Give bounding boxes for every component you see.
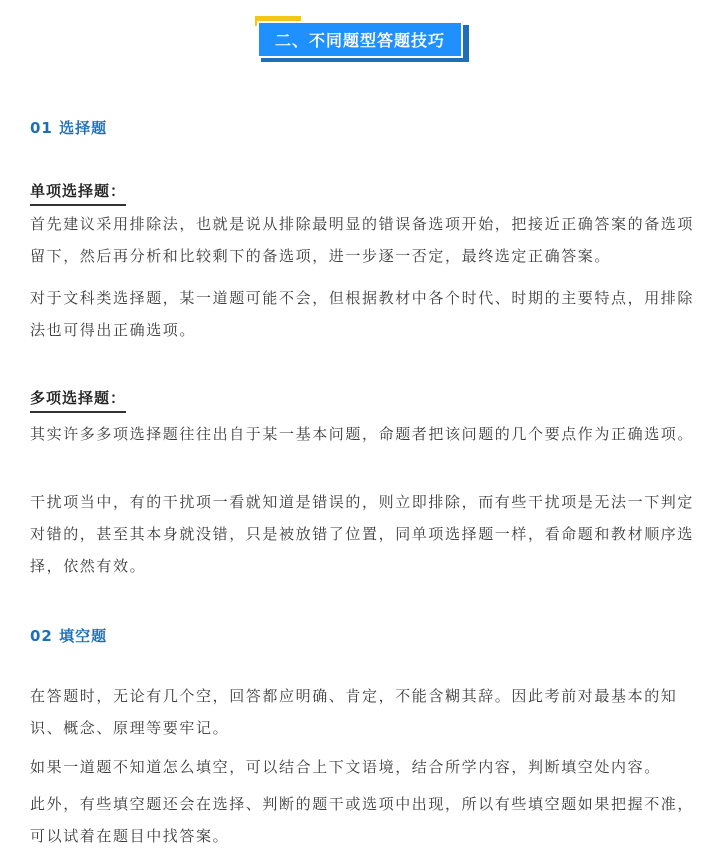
subheading-single-choice: 单项选择题： [30, 180, 126, 206]
paragraph-fill-1: 在答题时，无论有几个空，回答都应明确、肯定，不能含糊其辞。因此考前对最基本的知识、概念、原理等要牢记。 [30, 687, 678, 737]
paragraph-multi-2: 干扰项当中，有的干扰项一看就知道是错误的，则立即排除，而有些干扰项是无法一下判定对错的，甚至其本身就没错，只是被放错了位置，同单项选择题一样，看命题和教材顺序选择，依然有效。 [30, 493, 695, 575]
paragraph-single-2: 对于文科类选择题，某一道题可能不会，但根据教材中各个时代、时期的主要特点，用排除法也可得出正确选项。 [30, 289, 695, 339]
section-heading-choice: 01 选择题 [30, 119, 108, 137]
page-title: 二、不同题型答题技巧 [257, 21, 463, 58]
paragraph-fill-3: 此外，有些填空题还会在选择、判断的题干或选项中出现，所以有些填空题如果把握不准，可以试着在题目中找答案。 [30, 795, 695, 845]
subheading-multi-choice: 多项选择题： [30, 387, 126, 413]
section-title-badge [255, 16, 469, 62]
paragraph-multi-1: 其实许多多项选择题往往出自于某一基本问题，命题者把该问题的几个要点作为正确选项。 [30, 425, 695, 443]
section-heading-fill: 02 填空题 [30, 627, 108, 645]
paragraph-single-1: 首先建议采用排除法，也就是说从排除最明显的错误备选项开始，把接近正确答案的备选项留下，然后再分析和比较剩下的备选项，进一步逐一否定，最终选定正确答案。 [30, 215, 695, 265]
paragraph-fill-2: 如果一道题不知道怎么填空，可以结合上下文语境，结合所学内容，判断填空处内容。 [30, 758, 661, 776]
